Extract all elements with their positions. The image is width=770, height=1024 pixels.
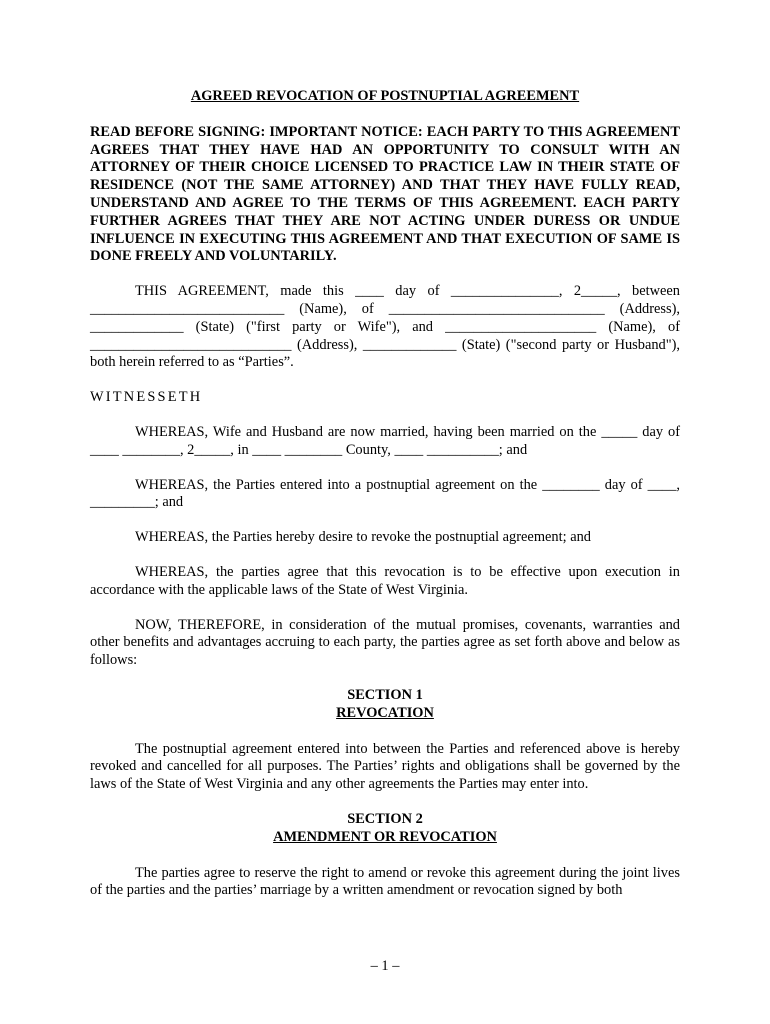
whereas-married-paragraph: WHEREAS, Wife and Husband are now married, having been married on the _____ day of ____ ________, 2_____, in ____ ________ County, ____ __________; and [90,423,680,458]
section-2-number: SECTION 2 [347,810,423,827]
section-1-number: SECTION 1 [347,686,423,703]
whereas-revoke-paragraph: WHEREAS, the Parties hereby desire to revoke the postnuptial agreement; and [135,529,591,546]
document-page [90,88,680,917]
page-number: – 1 – [370,958,400,974]
section-1-heading [90,687,680,723]
now-therefore-paragraph: NOW, THEREFORE, in consideration of the mutual promises, covenants, warranties and other benefits and advantages accruing to each party, the parties agree as set forth above and below as follows: [90,616,680,669]
whereas-agreement-paragraph: WHEREAS, the Parties entered into a postnuptial agreement on the ________ day of ____, _________; and [90,476,680,511]
intro-paragraph: THIS AGREEMENT, made this ____ day of _______________, 2_____, between ___________________________ (Name), of ______________________________ (Address), _____________ (State) ("first party or Wife"), and _____________________ (Name), of ____________________________ (Address), _____________ (State) ("second party or Husband"), both herein referred to as “Parties”. [90,283,680,371]
section-1-text: The postnuptial agreement entered into between the Parties and referenced above is hereby revoked and cancelled for all purposes. The Parties’ rights and obligations shall be governed by the laws of the State of West Virginia and any other agreements the Parties may enter into. [90,740,680,793]
important-notice: READ BEFORE SIGNING: IMPORTANT NOTICE: EACH PARTY TO THIS AGREEMENT AGREES THAT THEY HAVE HAD AN OPPORTUNITY TO CONSULT WITH AN ATTORNEY OF THEIR CHOICE LICENSED TO PRACTICE LAW IN THEIR STATE OF RESIDENCE (NOT THE SAME ATTORNEY) AND THAT THEY HAVE FULLY READ, UNDERSTAND AND AGREE TO THE TERMS OF THIS AGREEMENT. EACH PARTY FURTHER AGREES THAT THEY ARE NOT ACTING UNDER DURESS OR UNDUE INFLUENCE IN EXECUTING THIS AGREEMENT AND THAT EXECUTION OF SAME IS DONE FREELY AND VOLUNTARILY. [90,123,680,265]
section-1-title: REVOCATION [336,704,434,721]
witnesseth-heading: WITNESSETH [90,389,203,406]
section-2-title: AMENDMENT OR REVOCATION [273,828,497,845]
section-2-text: The parties agree to reserve the right to amend or revoke this agreement during the joint lives of the parties and the parties’ marriage by a written amendment or revocation signed by both [90,864,680,899]
document-title: AGREED REVOCATION OF POSTNUPTIAL AGREEMENT [190,88,580,104]
section-2-heading [90,811,680,847]
whereas-effective-paragraph: WHEREAS, the parties agree that this revocation is to be effective upon execution in accordance with the applicable laws of the State of West Virginia. [90,563,680,598]
